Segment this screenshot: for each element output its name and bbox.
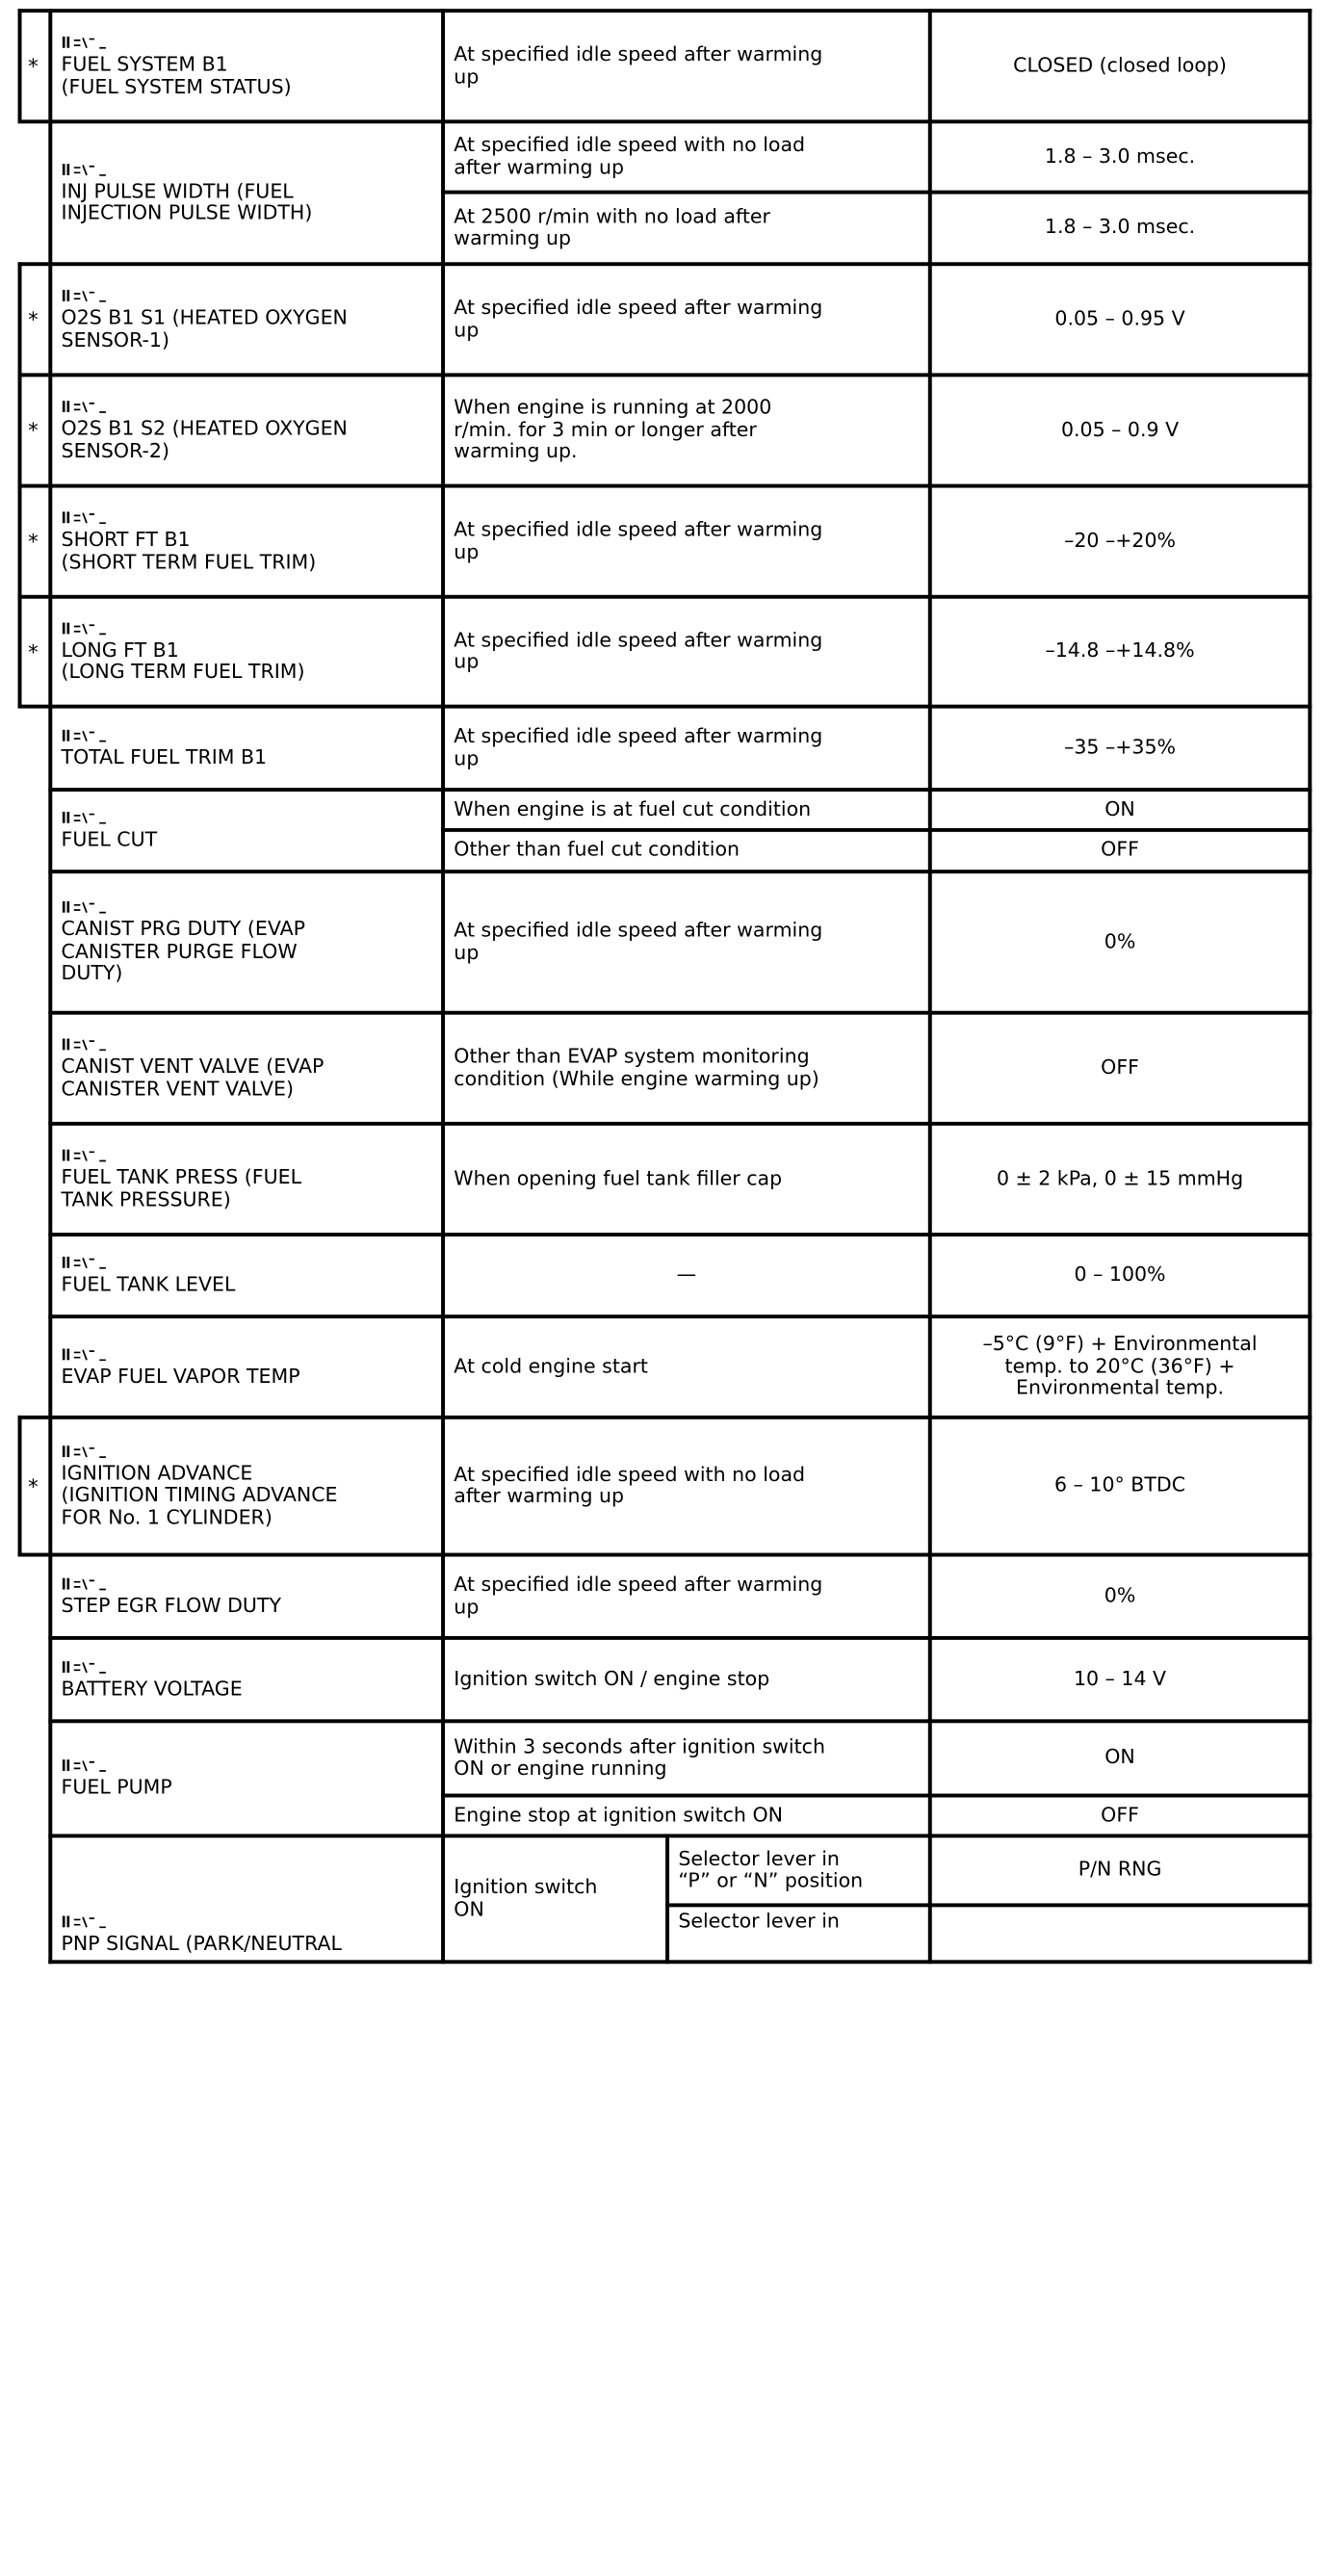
- condition-line: At specified idle speed with no load: [454, 1462, 806, 1486]
- value-line: ON: [1104, 1746, 1135, 1769]
- screen-icon: [62, 1658, 113, 1676]
- parameter-line: FOR No. 1 CYLINDER): [61, 1505, 273, 1529]
- condition-line: after warming up: [454, 1484, 625, 1508]
- screen-icon: [62, 34, 113, 51]
- parameter-cell: [52, 377, 441, 483]
- subcondition-cell: [669, 1907, 928, 1960]
- screen-icon: [62, 161, 113, 178]
- condition-line: up: [454, 746, 480, 770]
- condition-line: At cold engine start: [454, 1354, 648, 1378]
- emission-marker: *: [28, 1473, 39, 1498]
- condition-line: Other than EVAP system monitoring: [454, 1045, 810, 1068]
- condition-line: At specified idle speed after warming: [454, 919, 823, 942]
- parameter-line: BATTERY VOLTAGE: [61, 1677, 243, 1701]
- parameter-line: FUEL CUT: [61, 828, 158, 851]
- parameter-line: CANISTER VENT VALVE): [61, 1077, 294, 1101]
- value-cell: [932, 709, 1309, 788]
- parameter-cell: [52, 1419, 441, 1553]
- parameter-cell: [52, 1723, 441, 1834]
- condition-cell: [445, 1723, 928, 1793]
- parameter-line: TANK PRESSURE): [61, 1187, 231, 1211]
- condition-cell: [445, 488, 928, 595]
- parameter-line: SENSOR-1): [61, 327, 169, 351]
- condition-line: up: [454, 539, 480, 563]
- row-rule: [48, 1960, 1312, 1964]
- condition-cell: [445, 1837, 665, 1960]
- parameter-cell: [52, 1837, 441, 1960]
- value-line: Environmental temp.: [1016, 1376, 1225, 1400]
- screen-icon: [62, 1757, 113, 1775]
- emission-marker: *: [28, 418, 39, 443]
- condition-cell: [445, 1640, 928, 1719]
- value-cell: [932, 1556, 1309, 1635]
- condition-cell: [445, 195, 928, 263]
- parameter-cell: [52, 1318, 441, 1416]
- parameter-line: FUEL TANK PRESS (FUEL: [61, 1165, 301, 1189]
- screen-icon: [62, 810, 113, 827]
- value-cell: [932, 13, 1309, 119]
- parameter-line: O2S B1 S1 (HEATED OXYGEN: [61, 306, 348, 329]
- value-cell: [932, 873, 1309, 1011]
- value-line: OFF: [1101, 1803, 1139, 1827]
- parameter-cell: [52, 792, 441, 870]
- value-line: P/N RNG: [1078, 1858, 1162, 1882]
- screen-icon: [62, 1255, 113, 1272]
- screen-icon: [62, 287, 113, 304]
- emission-marker: *: [28, 529, 39, 554]
- value-cell: [932, 1907, 1309, 1960]
- screen-icon: [62, 1575, 113, 1593]
- condition-line: At specified idle speed after warming: [454, 517, 823, 541]
- column-rule: [1308, 9, 1312, 1964]
- condition-line: up: [454, 941, 480, 964]
- parameter-cell: [52, 1640, 441, 1719]
- parameter-cell: [52, 873, 441, 1011]
- parameter-line: EVAP FUEL VAPOR TEMP: [61, 1365, 300, 1388]
- condition-cell: [445, 1126, 928, 1233]
- value-cell: [932, 1236, 1309, 1314]
- condition-line: At specified idle speed after warming: [454, 1573, 823, 1597]
- subcondition-line: “P” or “N” position: [678, 1869, 864, 1892]
- parameter-cell: [52, 488, 441, 595]
- subcondition-line: Selector lever in: [678, 1847, 840, 1870]
- star-box-rule: [18, 705, 49, 709]
- parameter-line: FUEL PUMP: [61, 1776, 172, 1800]
- condition-line: At 2500 r/min with no load after: [454, 204, 770, 228]
- emission-marker: *: [28, 307, 39, 332]
- value-cell: [932, 488, 1309, 595]
- condition-line: When engine is at fuel cut condition: [454, 797, 812, 820]
- condition-line: Other than fuel cut condition: [454, 838, 740, 862]
- screen-icon: [62, 509, 113, 527]
- value-cell: [932, 1797, 1309, 1834]
- screen-icon: [62, 727, 113, 744]
- value-cell: [932, 1419, 1309, 1553]
- value-line: 0 – 100%: [1074, 1262, 1166, 1287]
- parameter-cell: [52, 1556, 441, 1635]
- value-cell: [932, 266, 1309, 373]
- parameter-line: O2S B1 S2 (HEATED OXYGEN: [61, 417, 348, 440]
- parameter-line: (IGNITION TIMING ADVANCE: [61, 1483, 338, 1507]
- screen-icon: [62, 399, 113, 416]
- value-cell: [932, 123, 1309, 190]
- value-line: –35 –+35%: [1064, 736, 1177, 759]
- condition-cell: [445, 599, 928, 705]
- parameter-cell: [52, 599, 441, 705]
- condition-cell: [445, 1556, 928, 1635]
- parameter-line: CANIST PRG DUTY (EVAP: [61, 918, 305, 941]
- condition-line: up: [454, 650, 480, 673]
- condition-cell: [445, 709, 928, 788]
- star-box-rule: [18, 119, 49, 123]
- condition-line: At specified idle speed after warming: [454, 724, 823, 748]
- condition-line: warming up.: [454, 440, 578, 463]
- parameter-cell: [52, 123, 441, 262]
- condition-cell: [445, 1236, 928, 1314]
- condition-line: At specified idle speed after warming: [454, 628, 823, 652]
- condition-line: Ignition switch: [454, 1875, 598, 1899]
- screen-icon: [62, 1346, 113, 1364]
- value-line: 10 – 14 V: [1073, 1667, 1167, 1690]
- condition-line: Ignition switch ON / engine stop: [454, 1667, 770, 1690]
- value-line: 0.05 – 0.9 V: [1060, 418, 1180, 441]
- parameter-line: DUTY): [61, 962, 123, 985]
- condition-cell: [445, 792, 928, 828]
- parameter-line: STEP EGR FLOW DUTY: [61, 1594, 281, 1617]
- subcondition-cell: [669, 1837, 928, 1903]
- value-cell: [932, 1318, 1309, 1416]
- condition-line: ON: [454, 1897, 484, 1921]
- parameter-line: LONG FT B1: [61, 637, 179, 662]
- screen-icon: [62, 619, 113, 637]
- value-cell: [932, 792, 1309, 828]
- parameter-line: FUEL SYSTEM B1: [61, 52, 228, 76]
- condition-line: At specified idle speed with no load: [454, 133, 806, 157]
- star-box-rule: [18, 1553, 49, 1557]
- parameter-line: INJECTION PULSE WIDTH): [61, 201, 313, 224]
- value-line: 1.8 – 3.0 msec.: [1044, 144, 1196, 168]
- condition-cell: [445, 1015, 928, 1122]
- condition-cell: [445, 1318, 928, 1416]
- condition-line: When engine is running at 2000: [454, 396, 772, 419]
- condition-line: At specified idle speed after warming: [454, 296, 823, 320]
- parameter-line: SENSOR-2): [61, 439, 169, 462]
- condition-cell: [445, 123, 928, 190]
- screen-icon: [62, 899, 113, 917]
- condition-cell: [445, 1419, 928, 1553]
- value-line: 0%: [1104, 929, 1136, 953]
- subcondition-line: Selector lever in: [678, 1909, 840, 1933]
- parameter-line: (FUEL SYSTEM STATUS): [61, 74, 292, 98]
- condition-line: Engine stop at ignition switch ON: [454, 1803, 783, 1827]
- value-line: ON: [1104, 797, 1135, 820]
- parameter-cell: [52, 1236, 441, 1314]
- value-line: temp. to 20°C (36°F) +: [1004, 1354, 1235, 1378]
- parameter-cell: [52, 1126, 441, 1233]
- parameter-line: CANISTER PURGE FLOW: [61, 940, 298, 963]
- condition-line: Within 3 seconds after ignition switch: [454, 1734, 825, 1758]
- screen-icon: [62, 1036, 113, 1054]
- parameter-line: PNP SIGNAL (PARK/NEUTRAL: [61, 1931, 343, 1955]
- screen-icon: [62, 1147, 113, 1164]
- condition-cell: [445, 377, 928, 483]
- parameter-line: INJ PULSE WIDTH (FUEL: [61, 179, 294, 203]
- value-cell: [932, 195, 1309, 263]
- value-line: CLOSED (closed loop): [1013, 53, 1227, 77]
- parameter-line: (LONG TERM FUEL TRIM): [61, 660, 305, 684]
- condition-cell: [445, 832, 928, 870]
- condition-line: —: [676, 1262, 697, 1287]
- value-line: 1.8 – 3.0 msec.: [1044, 216, 1196, 239]
- value-line: –14.8 –+14.8%: [1045, 638, 1195, 663]
- value-line: 0%: [1104, 1583, 1136, 1607]
- parameter-line: TOTAL FUEL TRIM B1: [61, 745, 268, 769]
- parameter-cell: [52, 1015, 441, 1122]
- screen-icon: [62, 1912, 113, 1930]
- condition-line: up: [454, 65, 480, 88]
- condition-line: after warming up: [454, 155, 625, 179]
- condition-cell: [445, 873, 928, 1011]
- parameter-line: SHORT FT B1: [61, 528, 191, 551]
- value-cell: [932, 1015, 1309, 1122]
- value-cell: [932, 599, 1309, 705]
- parameter-line: (SHORT TERM FUEL TRIM): [61, 550, 317, 573]
- value-cell: [932, 1723, 1309, 1793]
- value-line: 0.05 – 0.95 V: [1054, 307, 1185, 330]
- value-cell: [932, 1126, 1309, 1233]
- parameter-cell: [52, 13, 441, 119]
- condition-line: r/min. for 3 min or longer after: [454, 418, 757, 441]
- condition-cell: [445, 266, 928, 373]
- condition-line: When opening fuel tank filler cap: [454, 1166, 783, 1190]
- value-line: OFF: [1101, 1055, 1139, 1080]
- value-line: –5°C (9°F) + Environmental: [982, 1332, 1258, 1356]
- condition-line: At specified idle speed after warming: [454, 42, 823, 66]
- condition-line: up: [454, 1595, 480, 1618]
- condition-cell: [445, 1797, 928, 1834]
- parameter-line: IGNITION ADVANCE: [61, 1461, 253, 1485]
- screen-icon: [62, 1443, 113, 1460]
- value-line: 6 – 10° BTDC: [1054, 1473, 1186, 1496]
- condition-line: ON or engine running: [454, 1756, 667, 1781]
- value-line: 0 ± 2 kPa, 0 ± 15 mmHg: [996, 1166, 1244, 1190]
- value-line: –20 –+20%: [1064, 529, 1177, 552]
- condition-line: warming up: [454, 226, 572, 250]
- emission-marker: *: [28, 54, 39, 79]
- value-line: OFF: [1101, 838, 1139, 862]
- parameter-cell: [52, 709, 441, 788]
- emission-marker: *: [28, 639, 39, 664]
- value-cell: [932, 1640, 1309, 1719]
- value-cell: [932, 1837, 1309, 1903]
- parameter-cell: [52, 266, 441, 373]
- value-cell: [932, 377, 1309, 483]
- parameter-line: CANIST VENT VALVE (EVAP: [61, 1054, 325, 1079]
- condition-line: up: [454, 318, 480, 342]
- condition-cell: [445, 13, 928, 119]
- value-cell: [932, 832, 1309, 870]
- parameter-line: FUEL TANK LEVEL: [61, 1273, 236, 1296]
- condition-line: condition (While engine warming up): [454, 1066, 819, 1090]
